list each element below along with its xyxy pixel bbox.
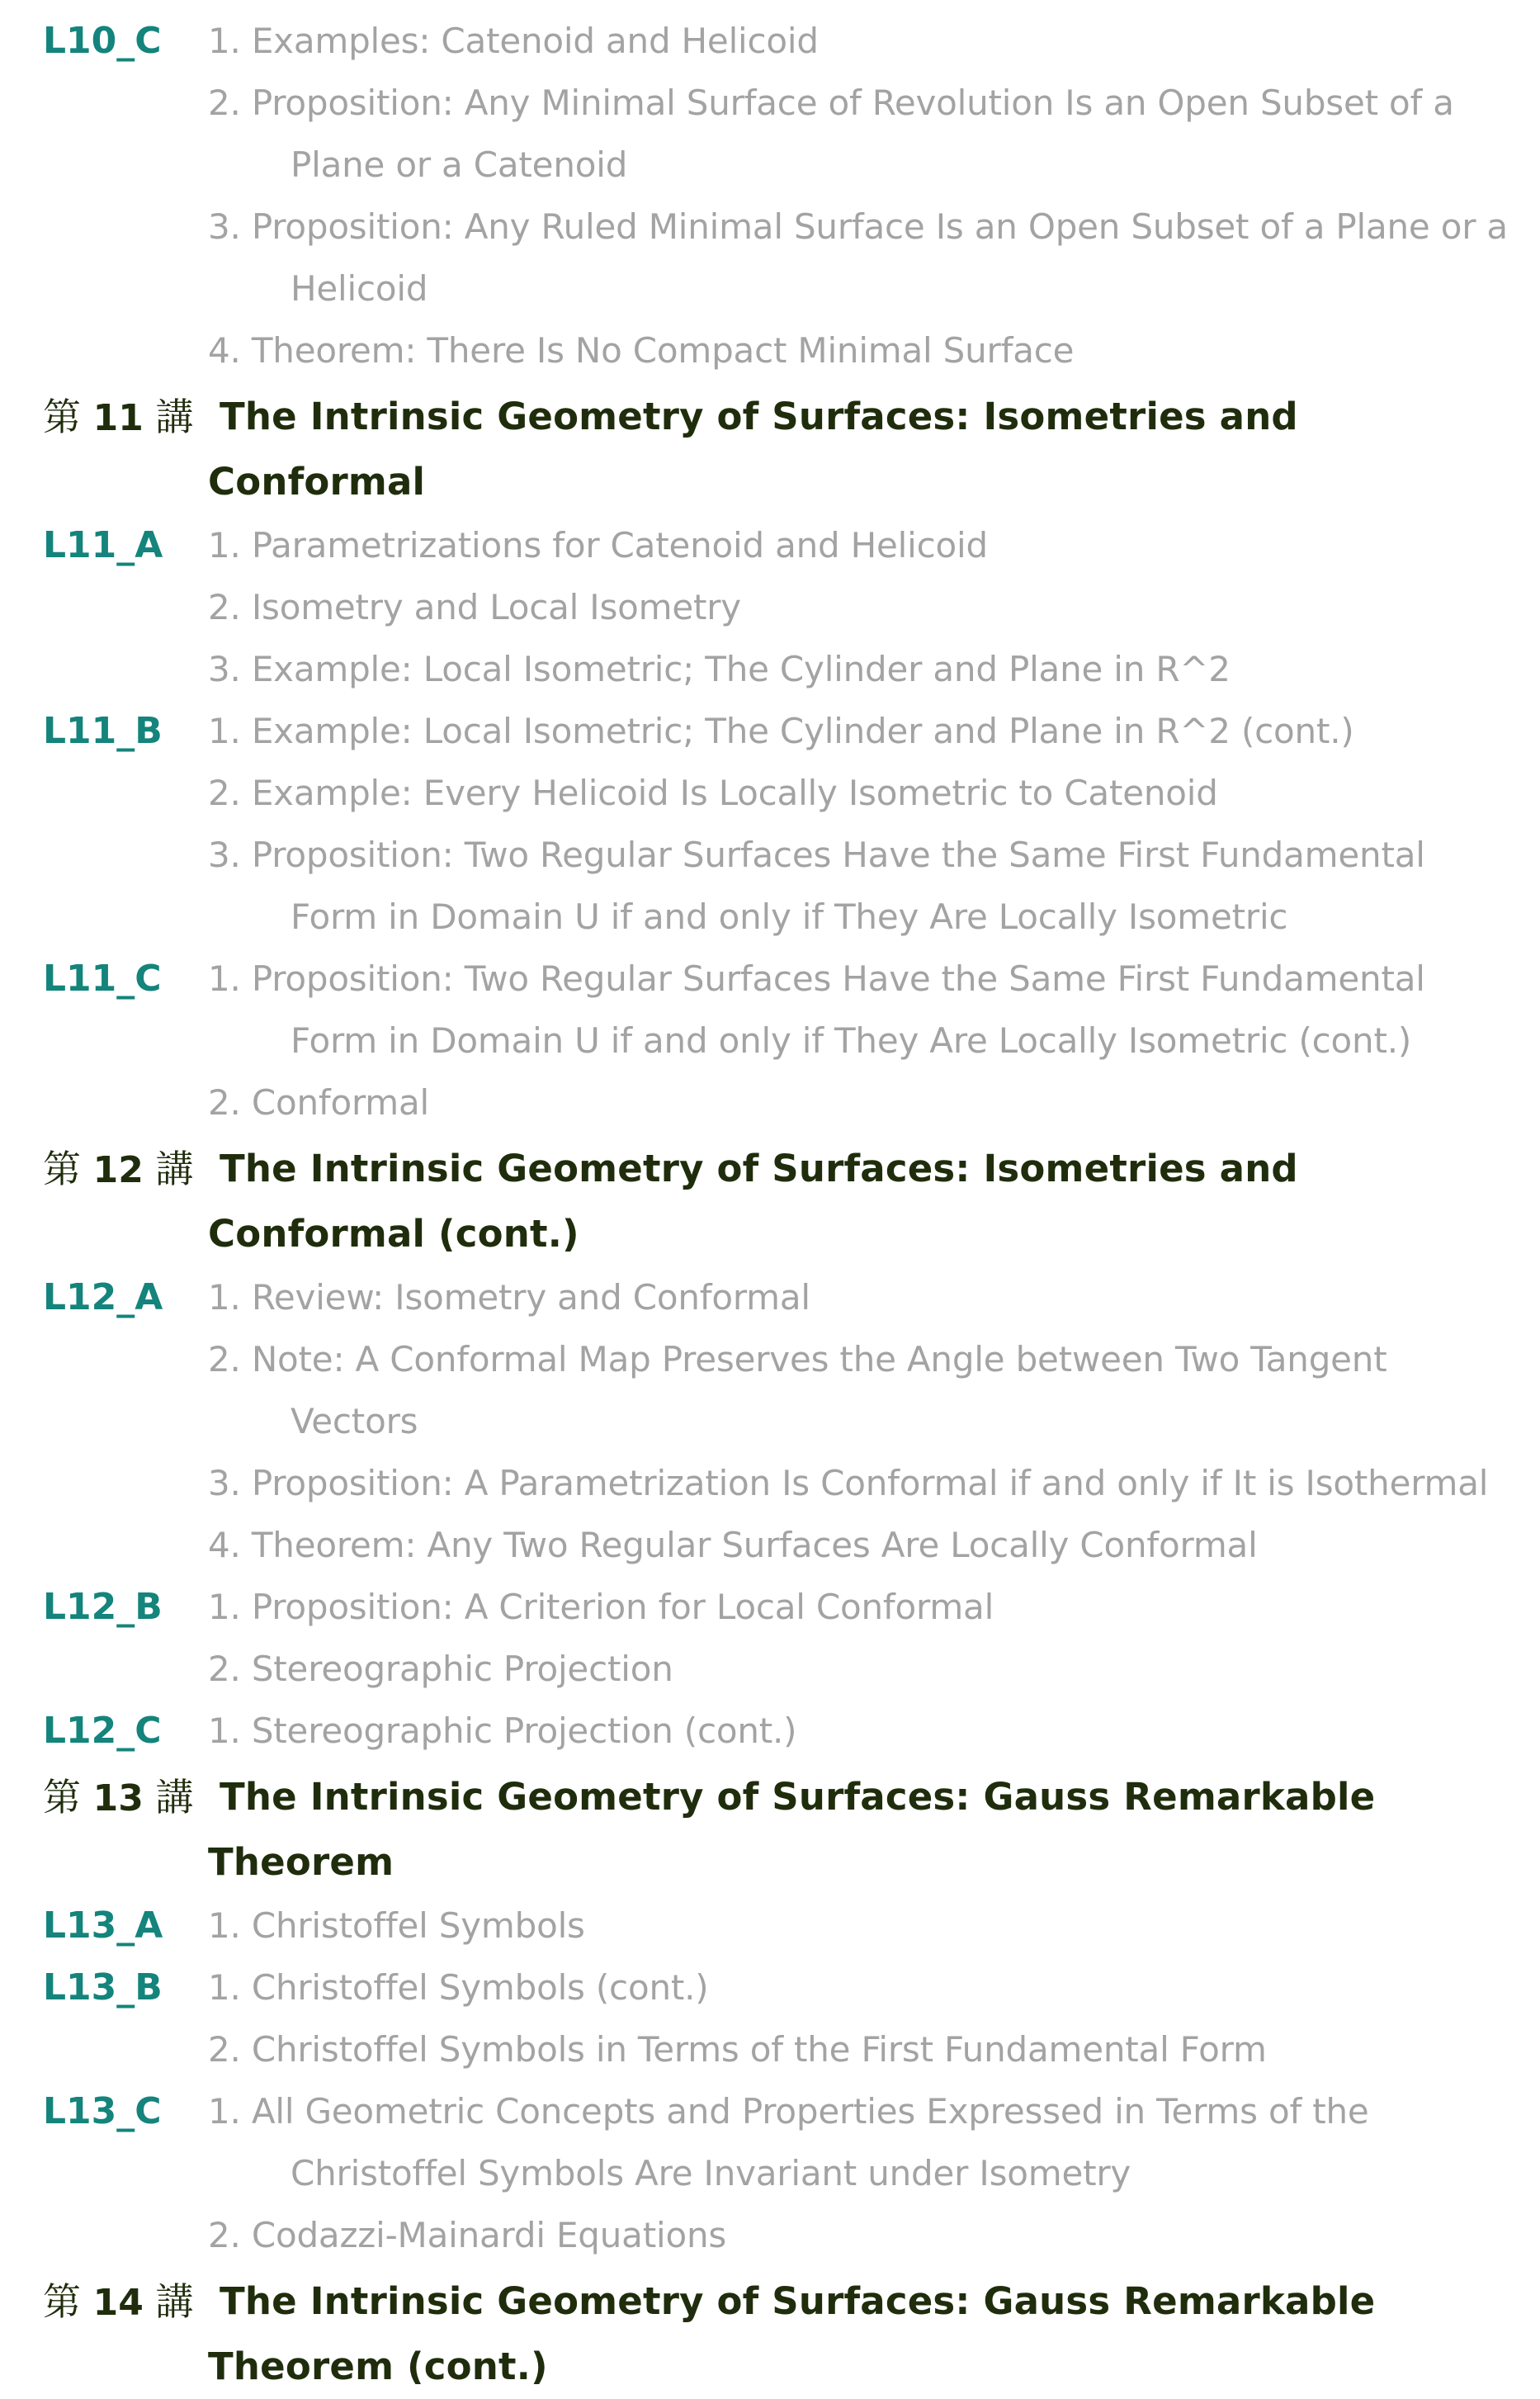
unit-code: L12_C — [43, 1710, 162, 1752]
list-item: 1. Proposition: A Criterion for Local Conformal — [208, 1587, 994, 1627]
unit-l10-c — [43, 10, 1512, 381]
unit-code: L12_A — [43, 1276, 163, 1318]
list-item: 1. Parametrizations for Catenoid and Helicoid — [208, 525, 988, 565]
lecture-title: The Intrinsic Geometry of Surfaces: Isometries and Conformal — [208, 395, 1298, 504]
lecture-suffix: 講 — [155, 1775, 194, 1819]
unit-l13-a — [43, 1895, 1512, 1957]
lecture-prefix: 第 — [43, 1147, 81, 1191]
lecture-suffix: 講 — [155, 1147, 194, 1191]
list-item: 2. Conformal — [208, 1082, 429, 1123]
lecture-heading — [43, 384, 1512, 514]
unit-code: L13_B — [43, 1966, 163, 2009]
lecture-number-value: 13 — [92, 1777, 144, 1819]
unit-l13-c — [43, 2080, 1512, 2266]
lecture-number-value: 12 — [92, 1149, 144, 1191]
list-item: 1. Review: Isometry and Conformal — [208, 1277, 810, 1318]
list-item: 2. Codazzi-Mainardi Equations — [208, 2215, 727, 2255]
list-item: 2. Example: Every Helicoid Is Locally Isometric to Catenoid — [208, 773, 1218, 813]
unit-code: L12_B — [43, 1586, 163, 1628]
lecture-title: The Intrinsic Geometry of Surfaces: Gauss Remarkable Theorem (cont.) — [208, 2279, 1376, 2388]
list-item: 2. Note: A Conformal Map Preserves the Angle between Two Tangent Vectors — [208, 1339, 1387, 1441]
unit-code: L10_C — [43, 20, 162, 62]
lecture-number — [43, 387, 193, 442]
unit-l12-b — [43, 1576, 1512, 1700]
list-item: 3. Example: Local Isometric; The Cylinder and Plane in R^2 — [208, 649, 1231, 689]
lecture-number — [43, 1139, 193, 1194]
unit-code: L11_B — [43, 710, 163, 752]
unit-l13-b — [43, 1957, 1512, 2080]
unit-code: L13_C — [43, 2090, 162, 2132]
list-item: 1. Example: Local Isometric; The Cylinder and Plane in R^2 (cont.) — [208, 711, 1354, 751]
lecture-title: The Intrinsic Geometry of Surfaces: Isometries and Conformal (cont.) — [208, 1147, 1298, 1256]
lecture-outline — [43, 10, 1512, 2399]
unit-code: L13_A — [43, 1905, 163, 1947]
list-item: 2. Stereographic Projection — [208, 1649, 673, 1689]
list-item: 1. Examples: Catenoid and Helicoid — [208, 21, 819, 61]
lecture-suffix: 講 — [155, 2279, 194, 2324]
lecture-number-value: 14 — [92, 2282, 144, 2324]
lecture-number-value: 11 — [92, 397, 144, 439]
unit-l11-b — [43, 700, 1512, 948]
lecture-prefix: 第 — [43, 1775, 81, 1819]
list-item: 2. Isometry and Local Isometry — [208, 587, 741, 627]
lecture-heading — [43, 2269, 1512, 2399]
list-item: 2. Proposition: Any Minimal Surface of Revolution Is an Open Subset of a Plane or a Catenoid — [208, 83, 1454, 185]
list-item: 2. Christoffel Symbols in Terms of the First Fundamental Form — [208, 2029, 1267, 2070]
unit-code: L11_A — [43, 524, 163, 566]
unit-code: L11_C — [43, 958, 162, 1000]
list-item: 4. Theorem: Any Two Regular Surfaces Are Locally Conformal — [208, 1525, 1258, 1565]
unit-l11-c — [43, 948, 1512, 1133]
lecture-heading — [43, 1136, 1512, 1266]
lecture-number — [43, 1767, 193, 1822]
lecture-title: The Intrinsic Geometry of Surfaces: Gauss Remarkable Theorem — [208, 1775, 1376, 1884]
lecture-number — [43, 2272, 193, 2326]
list-item: 1. Stereographic Projection (cont.) — [208, 1711, 797, 1751]
unit-l12-a — [43, 1266, 1512, 1576]
lecture-suffix: 講 — [155, 395, 194, 439]
list-item: 1. All Geometric Concepts and Properties Expressed in Terms of the Christoffel Symbols Are Invariant under Isometry — [208, 2091, 1369, 2193]
lecture-heading — [43, 1764, 1512, 1895]
list-item: 1. Christoffel Symbols (cont.) — [208, 1967, 709, 2008]
unit-l11-a — [43, 514, 1512, 700]
list-item: 3. Proposition: Two Regular Surfaces Have the Same First Fundamental Form in Domain U if and only if They Are Locally Isometric — [208, 835, 1425, 937]
unit-l12-c — [43, 1700, 1512, 1762]
lecture-prefix: 第 — [43, 2279, 81, 2324]
list-item: 4. Theorem: There Is No Compact Minimal Surface — [208, 330, 1075, 371]
lecture-prefix: 第 — [43, 395, 81, 439]
list-item: 3. Proposition: A Parametrization Is Conformal if and only if It is Isothermal — [208, 1463, 1489, 1503]
list-item: 1. Christoffel Symbols — [208, 1905, 585, 1946]
list-item: 1. Proposition: Two Regular Surfaces Have the Same First Fundamental Form in Domain U if and only if They Are Locally Isometric (cont.) — [208, 958, 1425, 1061]
list-item: 3. Proposition: Any Ruled Minimal Surface Is an Open Subset of a Plane or a Helicoid — [208, 206, 1508, 309]
